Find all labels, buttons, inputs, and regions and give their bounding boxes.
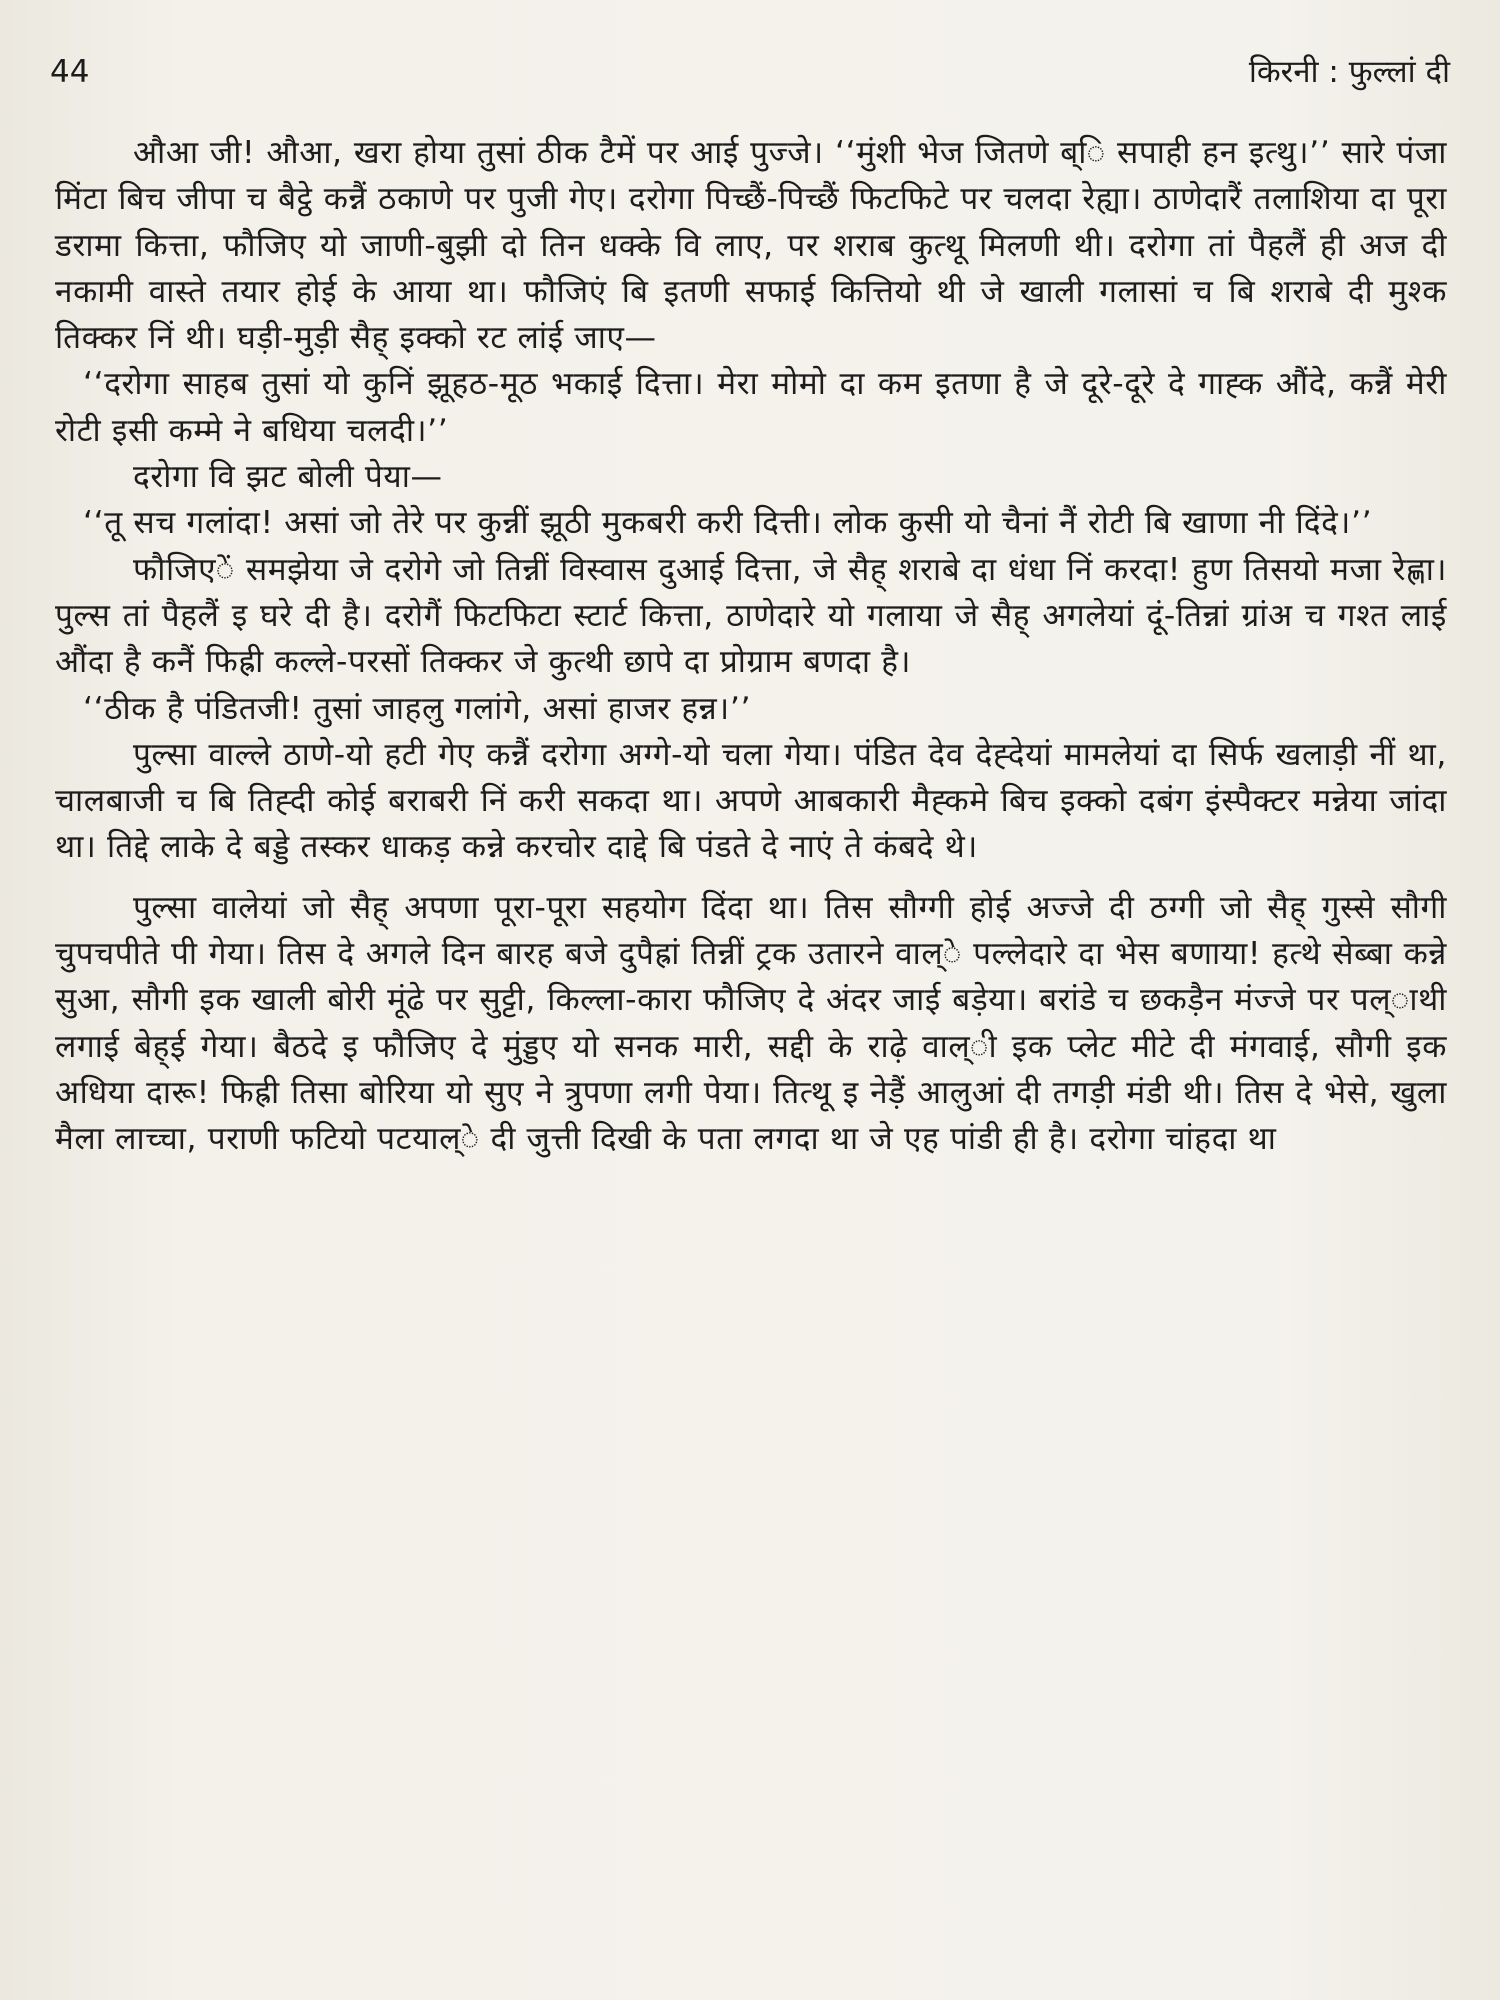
running-title: किरनी : फुल्लां दी bbox=[1248, 54, 1450, 90]
paragraph-6: ‘‘ठीक है पंडितजी! तुसां जाहलु गलांगे, असां हाजर हन्न।’’ bbox=[83, 690, 752, 727]
paragraph-8: पुल्सा वालेयां जो सैह् अपणा पूरा-पूरा सहयोग दिंदा था। तिस सौग्गी होई अज्जे दी ठग्गी जो सैह् गुस्से सौगी चुपचपीते पी गेया। तिस दे अगले दिन बारह बजे दुपैह्रां तिन्नीं ट्रक उतारने वाल्े पल्लेदारे दा भेस बणाया! हत्थे सेब्बा कन्ने सुआ, सौगी इक खाली बोरी मूंढे पर सुट्टी, किल्ला-कारा फौजिए दे अंदर जाई बड़ेया। बरांडे च छकड़ैन मंज्जे पर पल्ाथी लगाई बेह्ई गेया। बैठदे इ फौजिए दे मुंड्डए यो सनक मारी, सद्दी के राढ़े वाल्ी इक प्लेट मीटे दी मंगवाई, सौगी इक अधिया दारू! फिह्री तिसा बोरिया यो सुए ने त्रुपणा लगी पेया। तित्थू इ नेड़ैं आलुआं दी तगड़ी मंडी थी। तिस दे भेसे, खुला मैला लाच्चा, पराणी फटियो पटयाल्े दी जुत्ती दिखी के पता लगदा था जे एह पांडी ही है। दरोगा चांहदा था bbox=[55, 889, 1448, 1158]
page-number: 44 bbox=[50, 54, 90, 90]
paragraph-7: पुल्सा वाल्ले ठाणे-यो हटी गेए कन्नैं दरोगा अग्गे-यो चला गेया। पंडित देव देह्देयां मामलेयां दा सिर्फ खलाड़ी नीं था, चालबाजी च बि तिह्दी कोई बराबरी निं करी सकदा था। अपणे आबकारी मैह्कमे बिच इक्को दबंग इंस्पैक्टर मन्नेया जांदा था। तिद्दे लाके दे बड्डे तस्कर धाकड़ कन्ने करचोर दाद्दे बि पंडते दे नाएं ते कंबदे थे। bbox=[55, 736, 1447, 866]
paragraph-4: ‘‘तू सच गलांदा! असां जो तेरे पर कुन्नीं झूठी मुकबरी करी दित्ती। लोक कुसी यो चैनां नैं रोटी बि खाणा नी दिंदे।’’ bbox=[83, 505, 1373, 542]
body-text bbox=[55, 130, 1447, 1163]
paragraph-1: औआ जी! औआ, खरा होया तुसां ठीक टैमें पर आई पुज्जे। ‘‘मुंशी भेज जितणे ब्ि सपाही हन इत्थु।’’ सारे पंजा मिंटा बिच जीपा च बैट्ठे कन्नैं ठकाणे पर पुजी गेए। दरोगा पिच्छैं-पिच्छैं फिटफिटे पर चलदा रेह्या। ठाणेदारैं तलाशिया दा पूरा डरामा कित्ता, फौजिए यो जाणी-बुझी दो तिन धक्के वि लाए, पर शराब कुत्थू मिलणी थी। दरोगा तां पैहलैं ही अज दी नकामी वास्ते तयार होई के आया था। फौजिएं बि इतणी सफाई कित्तियो थी जे खाली गलासां च बि शराबे दी मुश्क तिक्कर निं थी। घड़ी-मुड़ी सैह् इक्को रट लांई जाए— bbox=[55, 135, 1447, 357]
paragraph-2: ‘‘दरोगा साहब तुसां यो कुनिं झूहठ-मूठ भकाई दित्ता। मेरा मोमो दा कम इतणा है जे दूरे-दूरे दे गाह्क औंदे, कन्नैं मेरी रोटी इसी कम्मे ने बधिया चलदी।’’ bbox=[55, 366, 1447, 449]
paragraph-5: फौजिएें समझेया जे दरोगे जो तिन्नीं विस्वास दुआई दित्ता, जे सैह् शराबे दा धंधा निं करदा! हुण तिसयो मजा रेह्णा। पुल्स तां पैहलैं इ घरे दी है। दरोगैं फिटफिटा स्टार्ट कित्ता, ठाणेदारे यो गलाया जे सैह् अगलेयां दूं-तिन्नां ग्रांअ च गश्त लाई औंदा है कनैं फिह्री कल्ले-परसों तिक्कर जे कुत्थी छापे दा प्रोग्राम बणदा है। bbox=[55, 551, 1447, 681]
paragraph-3: दरोगा वि झट बोली पेया— bbox=[133, 459, 443, 496]
paragraph-gap bbox=[55, 871, 1447, 885]
page-header bbox=[50, 52, 1450, 102]
